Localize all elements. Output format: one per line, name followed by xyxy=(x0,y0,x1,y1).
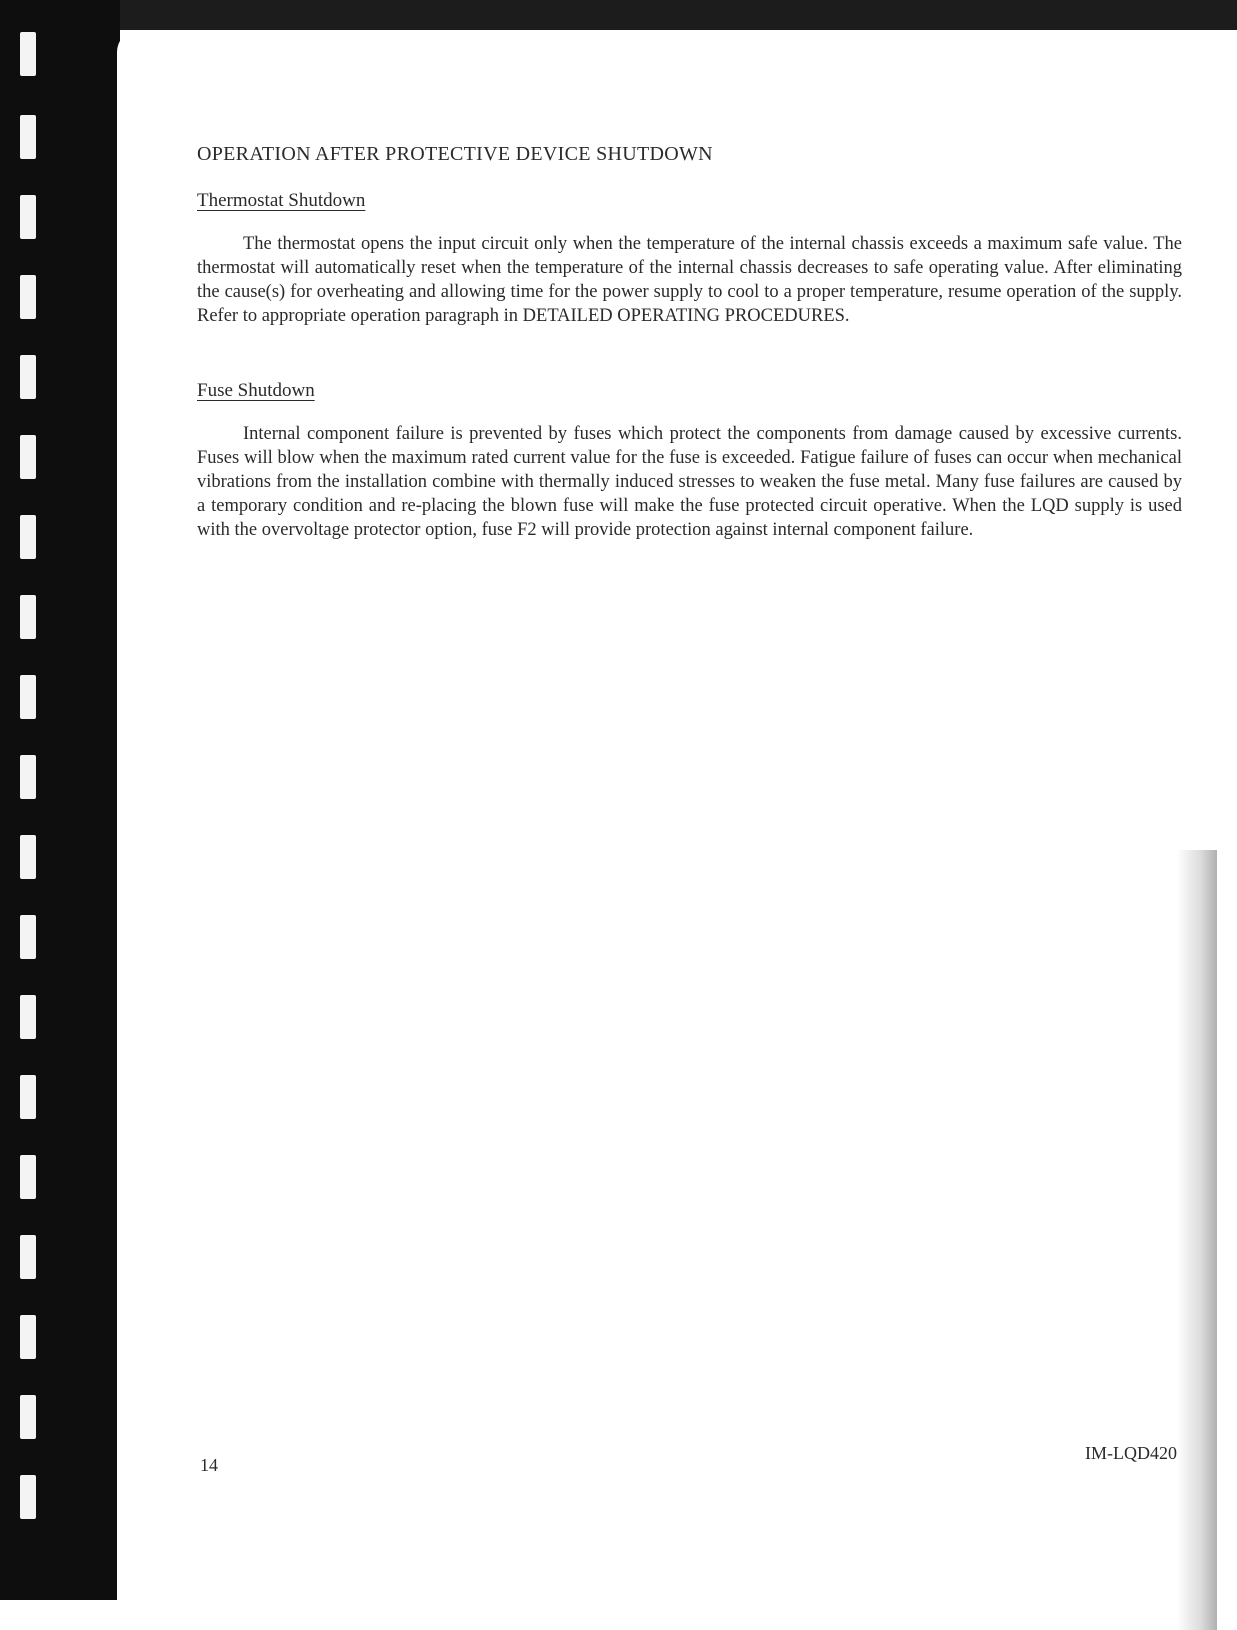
punch-hole xyxy=(20,1155,36,1199)
punch-hole xyxy=(20,275,36,319)
punch-hole xyxy=(20,1475,36,1519)
punch-hole xyxy=(20,595,36,639)
document-code: IM-LQD420 xyxy=(1085,1443,1177,1463)
punch-hole xyxy=(20,1315,36,1359)
punch-hole xyxy=(20,1235,36,1279)
section-heading-fuse: Fuse Shutdown xyxy=(197,380,315,401)
punch-hole xyxy=(20,515,36,559)
scan-top-edge xyxy=(0,0,1237,30)
page-edge-shadow xyxy=(1177,850,1217,1630)
punch-hole xyxy=(20,355,36,399)
punch-hole xyxy=(20,1075,36,1119)
punch-hole xyxy=(20,32,36,76)
page-number: 14 xyxy=(200,1455,218,1475)
punch-hole xyxy=(20,755,36,799)
punch-hole xyxy=(20,195,36,239)
punch-hole xyxy=(20,435,36,479)
section-heading-thermostat: Thermostat Shutdown xyxy=(197,190,366,211)
punch-hole xyxy=(20,1395,36,1439)
punch-hole xyxy=(20,835,36,879)
binding-strip xyxy=(0,0,120,1600)
punch-hole xyxy=(20,675,36,719)
punch-hole xyxy=(20,915,36,959)
page-title: OPERATION AFTER PROTECTIVE DEVICE SHUTDOWN xyxy=(197,143,713,165)
paragraph-fuse: Internal component failure is prevented by fuses which protect the components from damage caused by excessive currents. Fuses will blow when the maximum rated current value for the fuse is exceeded. Fatigue failure of fuses can occur when mechanical vibrations from the installation combine with thermally induced stresses to weaken the fuse metal. Many fuse failures are caused by a temporary condition and re-placing the blown fuse will make the fuse protected circuit operative. When the LQD supply is used with the overvoltage protector option, fuse F2 will provide protection against internal component failure. xyxy=(197,424,1182,540)
punch-hole xyxy=(20,115,36,159)
punch-hole xyxy=(20,995,36,1039)
paragraph-thermostat: The thermostat opens the input circuit only when the temperature of the internal chassis exceeds a maximum safe value. The thermostat will automatically reset when the temperature of the internal chassis decreases to safe operating value. After eliminating the cause(s) for overheating and allowing time for the power supply to cool to a proper temperature, resume operation of the supply. Refer to appropriate operation paragraph in DETAILED OPERATING PROCEDURES. xyxy=(197,234,1182,326)
